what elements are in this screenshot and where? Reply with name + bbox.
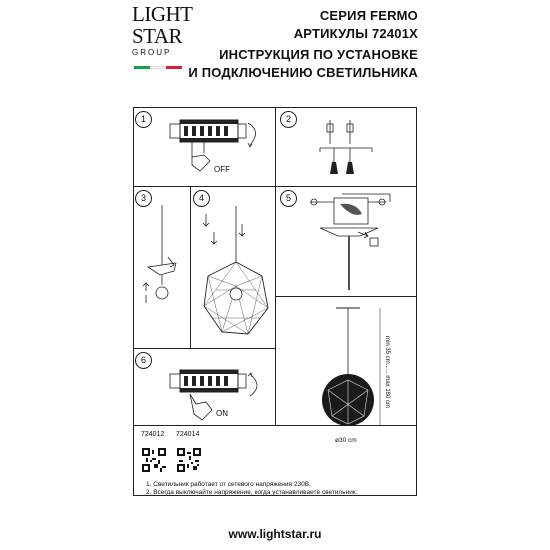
step-number-3: 3 (135, 190, 152, 207)
grid-divider-v1 (275, 107, 276, 187)
on-label: ON (216, 409, 228, 418)
step-number-6: 6 (135, 352, 152, 369)
grid-divider-v3 (275, 186, 276, 426)
diameter-label: ø30 cm (335, 437, 357, 444)
article-label-1: 724012 (141, 431, 165, 438)
instruction-title-line-1: ИНСТРУКЦИЯ ПО УСТАНОВКЕ (219, 47, 418, 62)
articles-title: АРТИКУЛЫ 72401X (293, 26, 418, 41)
grid-divider-v2 (190, 186, 191, 349)
cable-bulb-illustration (140, 205, 190, 345)
finished-lamp-illustration (318, 300, 388, 440)
off-label: OFF (214, 165, 230, 174)
step-number-1: 1 (135, 111, 152, 128)
italian-flag-stripe (134, 66, 182, 69)
step-number-4: 4 (193, 190, 210, 207)
qr-code-1-icon (142, 448, 166, 472)
note-voltage: 1. Светильник работает от сетевого напряжения 230В. (146, 481, 311, 488)
brand-logo (132, 2, 193, 76)
logo-line-3: GROUP (132, 48, 172, 57)
step-number-2: 2 (280, 111, 297, 128)
qr-code-2-icon (177, 448, 201, 472)
note-power-off: 2. Всегда выключайте напряжение, когда устанавливаете светильник. (146, 489, 358, 496)
logo-line-2: STAR (132, 24, 182, 48)
step-number-5: 5 (280, 190, 297, 207)
shade-assembly-illustration (196, 206, 274, 346)
logo-line-1: LIGHT (132, 2, 193, 26)
series-title: СЕРИЯ FERMO (319, 8, 418, 23)
grid-divider-h2 (275, 296, 417, 297)
grid-divider-h3 (133, 348, 275, 349)
wiring-illustration (310, 118, 380, 180)
height-dimension-label: min 35 cm...... max 180 cm (384, 336, 390, 409)
instruction-title-line-2: И ПОДКЛЮЧЕНИЮ СВЕТИЛЬНИКА (188, 65, 418, 80)
canopy-mounting-illustration (300, 192, 410, 292)
article-label-2: 724014 (176, 431, 200, 438)
website-link[interactable]: www.lightstar.ru (228, 527, 322, 541)
